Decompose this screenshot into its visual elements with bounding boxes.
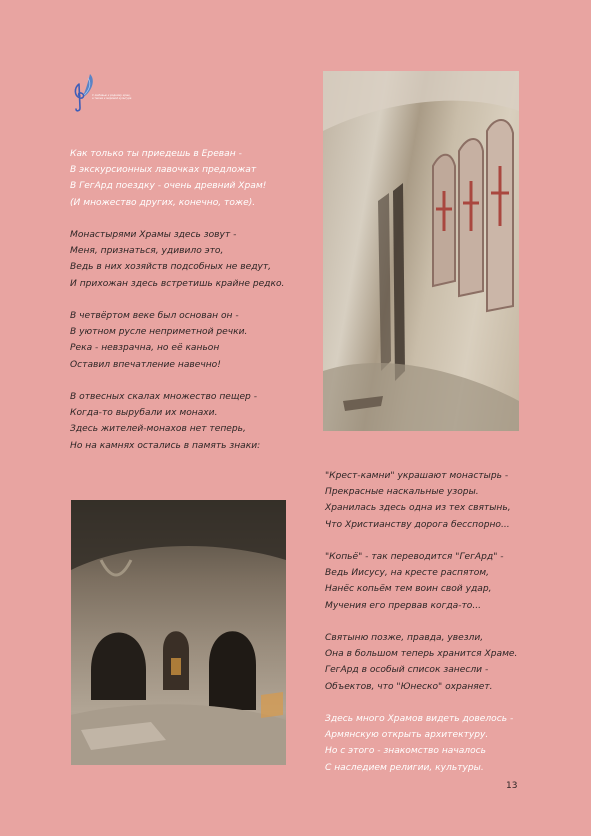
verse-line: Меня, признаться, удивило это, (70, 246, 224, 257)
verse-line: "Копьё" - так переводится "ГегАрд" - (325, 552, 504, 562)
verse-line: Что Христианству дорога бесспорно... (325, 519, 510, 530)
verse-line: Мучения его прервав когда-то... (325, 600, 482, 611)
verse-line: Ведь Иисусу, на кресте распятом, (325, 568, 490, 579)
verse-line: ГегАрд в особый список занесли - (325, 665, 489, 676)
verse-line: И прихожан здесь встретишь крайне редко. (70, 278, 285, 289)
verse-line: Армянскую открыть архитектуру. (325, 730, 489, 741)
verse-line: С наследием религии, культуры. (325, 762, 484, 773)
stanza-4 (70, 389, 284, 454)
verse-line: Ведь в них хозяйств подсобных не ведут, (70, 262, 272, 273)
logo-caption: С любовью к родному краю, а также к мировой культуре (92, 94, 132, 101)
stanza-2 (70, 227, 284, 292)
verse-line: Прекрасные наскальные узоры. (325, 487, 479, 498)
stanza-1 (70, 146, 284, 211)
stanza-8 (325, 711, 517, 776)
verse-line: Но с этого - знакомство началось (325, 746, 487, 757)
page-number: 13 (506, 781, 518, 791)
verse-line: Монастырями Храмы здесь зовут - (70, 230, 237, 240)
monastery-interior-photo (71, 500, 286, 765)
stanza-6 (325, 549, 517, 614)
verse-line: Когда-то вырубали их монахи. (70, 408, 218, 419)
poem-right-column (325, 468, 517, 776)
verse-line: Объектов, что "Юнеско" охраняет. (325, 681, 493, 692)
logo (70, 72, 132, 116)
verse-line: Как только ты приедешь в Ереван - (70, 149, 242, 159)
verse-line: Здесь жителей-монахов нет теперь, (70, 424, 246, 435)
verse-line: Хранилась здесь одна из тех святынь, (325, 503, 511, 514)
verse-line: Река - невзрачна, но её каньон (70, 343, 220, 354)
verse-line: В экскурсионных лавочках предложат (70, 165, 257, 176)
carved-cave-corridor-photo (323, 71, 519, 431)
stanza-5 (325, 468, 517, 533)
verse-line: В уютном русле неприметной речки. (70, 327, 248, 338)
stanza-7 (325, 630, 517, 695)
verse-line: Она в большом теперь хранится Храме. (325, 649, 518, 660)
verse-line: Оставил впечатление навечно! (70, 359, 221, 370)
verse-line: В отвесных скалах множество пещер - (70, 392, 257, 402)
verse-line: "Крест-камни" украшают монастырь - (325, 471, 509, 481)
verse-line: В ГегАрд поездку - очень древний Храм! (70, 181, 267, 192)
verse-line: Святыню позже, правда, увезли, (325, 633, 484, 643)
verse-line: Нанёс копьём тем воин свой удар, (325, 584, 492, 595)
stanza-3 (70, 308, 284, 373)
verse-line: Здесь много Храмов видеть довелось - (325, 714, 514, 724)
verse-line: В четвёртом веке был основан он - (70, 311, 239, 321)
verse-line: (И множество других, конечно, тоже). (70, 197, 256, 208)
poem-left-column (70, 146, 284, 454)
verse-line: Но на камнях остались в память знаки: (70, 440, 261, 451)
